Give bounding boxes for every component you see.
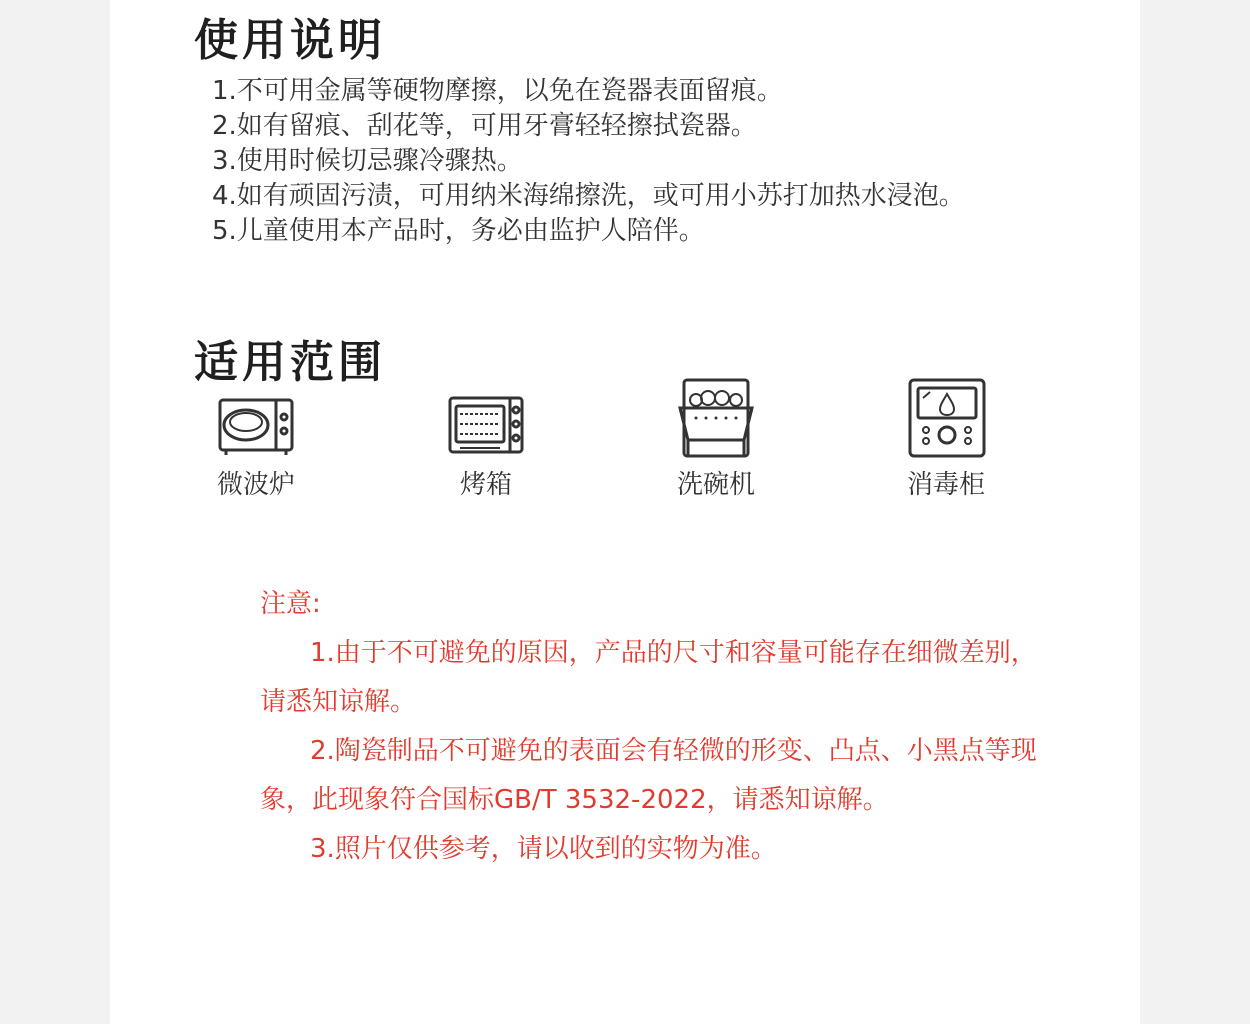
notice-item: 2.陶瓷制品不可避免的表面会有轻微的形变、凸点、小黑点等现象，此现象符合国标GB/T 3532-2022，请悉知谅解。 (260, 736, 1037, 815)
scope-item-microwave (196, 378, 316, 501)
usage-item: 1.不可用金属等硬物摩擦，以免在瓷器表面留痕。 (212, 76, 783, 106)
scope-label: 烤箱 (459, 470, 512, 500)
notice-heading: 注意: (260, 589, 321, 619)
notice-item: 3.照片仅供参考，请以收到的实物为准。 (310, 834, 777, 864)
usage-instructions-title: 使用说明 (194, 15, 386, 66)
usage-instructions-list (212, 74, 965, 249)
usage-item: 3.使用时候切忌骤冷骤热。 (212, 146, 523, 176)
usage-item: 4.如有顽固污渍，可用纳米海绵擦洗，或可用小苏打加热水浸泡。 (212, 181, 965, 211)
applicable-scope-title: 适用范围 (194, 337, 386, 388)
notice-block (260, 580, 1050, 874)
notice-item: 1.由于不可避免的原因，产品的尺寸和容量可能存在细微差别，请悉知谅解。 (260, 638, 1037, 717)
dishwasher-icon (676, 378, 756, 458)
scope-label: 微波炉 (216, 470, 295, 500)
scope-item-oven (426, 378, 546, 501)
oven-icon (446, 378, 526, 458)
sterilizer-cabinet-icon (906, 378, 986, 458)
microwave-icon (216, 378, 296, 458)
content-page (110, 0, 1140, 1024)
scope-item-sterilizer-cabinet (886, 378, 1006, 501)
scope-label: 消毒柜 (906, 470, 985, 500)
scope-label: 洗碗机 (676, 470, 755, 500)
usage-item: 5.儿童使用本产品时，务必由监护人陪伴。 (212, 216, 705, 246)
scope-item-dishwasher (656, 378, 776, 501)
usage-item: 2.如有留痕、刮花等，可用牙膏轻轻擦拭瓷器。 (212, 111, 757, 141)
